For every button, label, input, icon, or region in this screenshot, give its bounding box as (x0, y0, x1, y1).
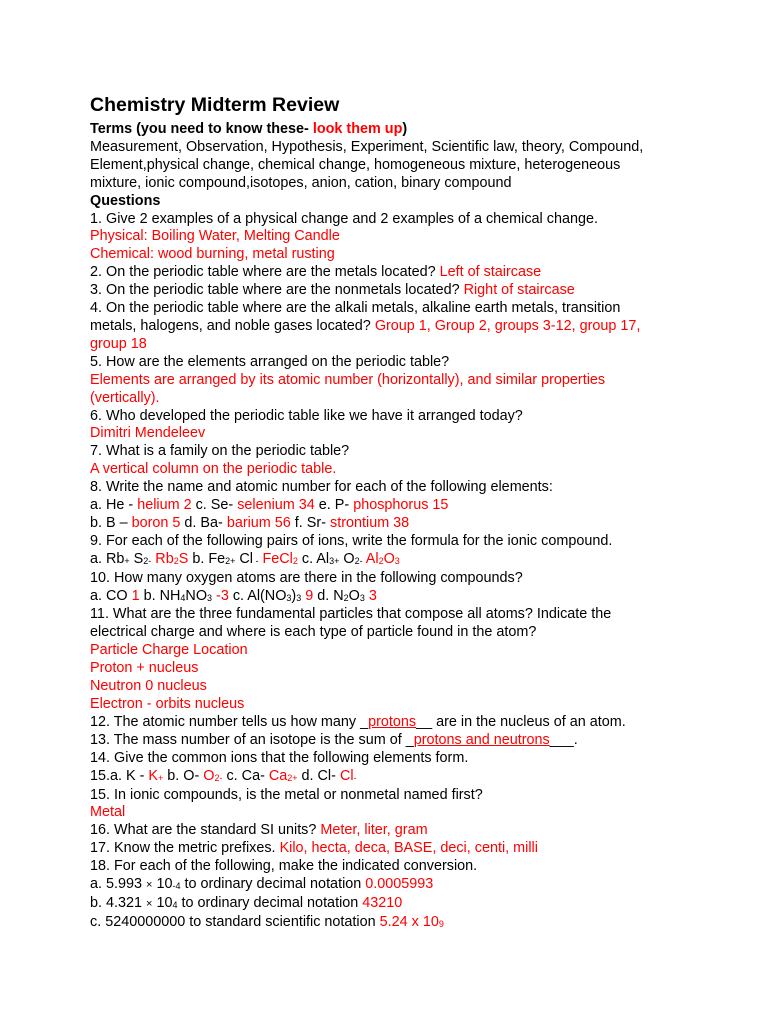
q10-b-subscript-2: 3 (207, 592, 213, 603)
q18a-exponent: -4 (172, 881, 181, 892)
terms-heading-end: ) (402, 121, 408, 137)
q10-d-compound: d. N (313, 587, 344, 604)
question-12-post: __ are in the nucleus of an atom. (416, 713, 626, 730)
answer-16: Meter, liter, gram (320, 822, 428, 839)
q9-b-ion-1: b. Fe (188, 550, 226, 567)
answer-18a: 0.0005993 (365, 876, 434, 893)
q9-a-ion-2: S (129, 550, 144, 567)
review-content (90, 93, 690, 933)
question-12 (90, 714, 690, 732)
q8-label-c: c. Se- (191, 497, 238, 514)
page-title: Chemistry Midterm Review (90, 94, 340, 116)
q18a-instruction: to ordinary decimal notation (180, 876, 366, 893)
answer-4-part-1: Group 1, Group 2, groups 3-12, group 17, (374, 317, 641, 334)
answer-9c-subscript-1: 2 (378, 555, 384, 566)
question-18c (90, 914, 690, 933)
question-8-row-1 (90, 497, 690, 515)
answer-14b: O (203, 767, 215, 784)
q9-b-ion-2: Cl (235, 550, 253, 567)
answer-8f: strontium 38 (330, 514, 410, 531)
q18c-instruction: c. 5240000000 to standard scientific notation (90, 913, 380, 930)
terms-line-1: Measurement, Observation, Hypothesis, Experiment, Scientific law, theory, Compound, (90, 138, 644, 155)
answer-9a-end: S (178, 550, 189, 567)
q9-b-charge-1: 2+ (225, 555, 236, 566)
q8-label-d: d. Ba- (180, 514, 227, 531)
q18b-instruction: to ordinary decimal notation (177, 894, 363, 911)
question-1: 1. Give 2 examples of a physical change and 2 examples of a chemical change. (90, 210, 598, 227)
q10-c-paren: ) (291, 587, 297, 604)
q9-c-ion-2: O (339, 550, 355, 567)
q14-label-c: c. Ca- (222, 767, 269, 784)
answer-15: Metal (90, 804, 126, 821)
answer-8e: phosphorus 15 (353, 497, 449, 514)
terms-line-2: Element,physical change, chemical change, homogeneous mixture, heterogeneous (90, 156, 621, 173)
q10-d-compound-2: O (348, 587, 360, 604)
q10-b-subscript-1: 4 (180, 592, 186, 603)
answer-8a: helium 2 (137, 497, 192, 514)
answer-9c: Al (362, 550, 379, 567)
question-8-row-2 (90, 515, 690, 533)
question-4-line-2 (90, 318, 690, 336)
question-18: 18. For each of the following, make the indicated conversion. (90, 858, 478, 875)
terms-heading (90, 121, 690, 139)
answer-6: Dimitri Mendeleev (90, 425, 206, 442)
answer-4-part-2: group 18 (90, 335, 147, 352)
answer-9b: FeCl (258, 550, 293, 567)
q18b-base: 10 (152, 894, 173, 911)
q14-label-b: b. O- (163, 767, 204, 784)
q9-a-charge-2: 2- (143, 555, 152, 566)
question-18a (90, 876, 690, 895)
question-14-row (90, 768, 690, 787)
q14-label-d: d. Cl- (297, 767, 340, 784)
answer-11-proton: Proton + nucleus (90, 660, 199, 677)
answer-18c: 5.24 x 10 (379, 913, 439, 930)
question-17-text: 17. Know the metric prefixes. (90, 840, 280, 857)
q9-c-charge-2: 2- (354, 555, 363, 566)
q10-a-compound: a. CO (90, 587, 132, 604)
answer-12: protons (368, 713, 417, 730)
q18a-base: 10 (152, 876, 173, 893)
question-11-line-1: 11. What are the three fundamental particles that compose all atoms? Indicate the (90, 606, 612, 623)
question-3 (90, 282, 690, 300)
answer-11-electron: Electron - orbits nucleus (90, 696, 245, 712)
question-6: 6. Who developed the periodic table like we have it arranged today? (90, 407, 523, 424)
answer-10a: 1 (131, 587, 140, 604)
answer-7: A vertical column on the periodic table. (90, 461, 337, 478)
answer-10d: 3 (364, 587, 377, 604)
q18b-times-sign: × (146, 897, 153, 910)
q14-label-a: 15.a. K - (90, 767, 149, 784)
q8-label-f: f. Sr- (290, 514, 330, 531)
q8-label-a: a. He - (90, 497, 138, 514)
q10-b-compound-2: NO (185, 587, 208, 604)
answer-14d: Cl (339, 767, 354, 784)
terms-heading-text: Terms (you need to know these- (90, 121, 313, 137)
q9-a-charge-1: + (124, 555, 130, 566)
answer-14a-charge: + (158, 772, 164, 783)
answer-5-line-1: Elements are arranged by its atomic number (horizontally), and similar properties (90, 371, 606, 388)
answer-14c: Ca (268, 767, 288, 784)
q18b-exponent: 4 (172, 899, 178, 910)
q10-c-subscript-2: 3 (296, 592, 302, 603)
answer-3: Right of staircase (463, 282, 575, 299)
question-9-row (90, 551, 690, 570)
answer-9b-subscript: 2 (292, 555, 298, 566)
question-13-post: ___. (549, 731, 578, 748)
question-8: 8. Write the name and atomic number for each of the following elements: (90, 479, 553, 496)
question-14: 14. Give the common ions that the following elements form. (90, 749, 469, 766)
answer-18c-exponent: 9 (438, 918, 444, 929)
question-5: 5. How are the elements arranged on the periodic table? (90, 353, 450, 370)
answer-9a: Rb (151, 550, 174, 567)
answer-10b: -3 (212, 587, 229, 604)
answer-14c-charge: 2+ (287, 772, 298, 783)
question-4-text: metals, halogens, and noble gases located? (90, 317, 375, 334)
question-4-line-1: 4. On the periodic table where are the alkali metals, alkaline earth metals, transition (90, 300, 621, 317)
question-16 (90, 822, 690, 840)
question-13 (90, 732, 690, 750)
question-9: 9. For each of the following pairs of ions, write the formula for the ionic compound. (90, 532, 613, 549)
answer-17: Kilo, hecta, deca, BASE, deci, centi, milli (279, 840, 538, 857)
question-10-row (90, 588, 690, 607)
answer-8b: boron 5 (131, 514, 181, 531)
answer-11-neutron: Neutron 0 nucleus (90, 678, 207, 695)
answer-13: protons and neutrons (413, 731, 550, 748)
questions-heading: Questions (90, 192, 161, 209)
answer-8c: selenium 34 (237, 497, 315, 514)
answer-9c-subscript-2: 3 (394, 555, 400, 566)
question-2 (90, 264, 690, 282)
answer-2: Left of staircase (439, 264, 542, 281)
question-18b (90, 895, 690, 914)
q9-c-charge-1: 3+ (329, 555, 340, 566)
question-11-line-2: electrical charge and where is each type of particle found in the atom? (90, 624, 537, 641)
q8-label-e: e. P- (314, 497, 354, 514)
answer-11-header: Particle Charge Location (90, 642, 248, 659)
answer-8d: barium 56 (226, 514, 291, 531)
question-3-text: 3. On the periodic table where are the nonmetals located? (90, 282, 464, 299)
q10-c-subscript-1: 3 (286, 592, 292, 603)
q10-d-subscript-2: 3 (359, 592, 365, 603)
answer-14a: K (148, 767, 159, 784)
answer-5-line-2: (vertically). (90, 389, 160, 406)
q9-b-charge-2: - (252, 555, 259, 566)
answer-9a-subscript: 2 (173, 555, 179, 566)
answer-9c-oxygen: O (383, 550, 395, 567)
answer-1-chemical: Chemical: wood burning, metal rusting (90, 246, 335, 263)
q18b-number: b. 4.321 (90, 894, 147, 911)
question-17 (90, 840, 690, 858)
q9-c-ion-1: c. Al (297, 550, 330, 567)
question-10: 10. How many oxygen atoms are there in the following compounds? (90, 569, 523, 586)
q10-d-subscript-1: 2 (343, 592, 349, 603)
q10-c-compound: c. Al(NO (228, 587, 287, 604)
question-15: 15. In ionic compounds, is the metal or nonmetal named first? (90, 786, 483, 803)
question-12-pre: 12. The atomic number tells us how many _ (90, 713, 369, 730)
question-16-text: 16. What are the standard SI units? (90, 822, 321, 839)
answer-10c: 9 (301, 587, 314, 604)
q8-label-b: b. B – (90, 514, 132, 531)
q18a-number: a. 5.993 (90, 876, 147, 893)
terms-heading-red: look them up (312, 121, 403, 137)
terms-line-3: mixture, ionic compound,isotopes, anion, cation, binary compound (90, 174, 512, 191)
q18a-times-sign: × (146, 879, 153, 892)
question-2-text: 2. On the periodic table where are the metals located? (90, 264, 440, 281)
answer-14d-charge: - (353, 772, 357, 783)
q9-a-ion-1: a. Rb (90, 550, 125, 567)
q10-b-compound: b. NH (139, 587, 181, 604)
answer-14b-charge: 2- (214, 772, 223, 783)
question-7: 7. What is a family on the periodic table? (90, 443, 350, 460)
answer-18b: 43210 (362, 894, 403, 911)
question-13-pre: 13. The mass number of an isotope is the sum of _ (90, 731, 414, 748)
answer-1-physical: Physical: Boiling Water, Melting Candle (90, 228, 340, 245)
